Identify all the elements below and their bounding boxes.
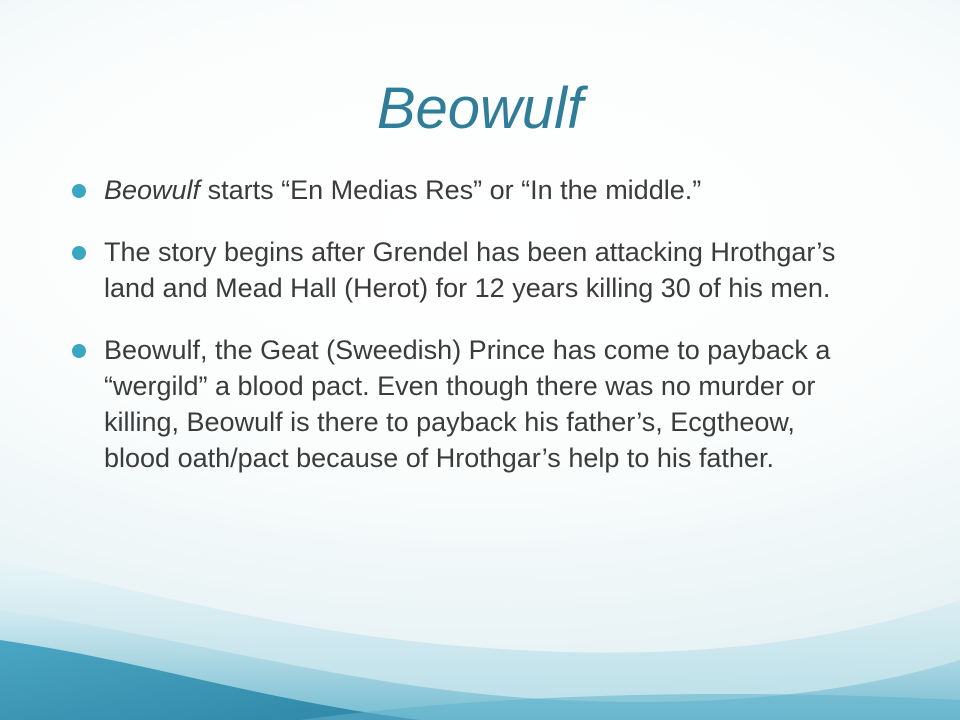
bullet-text: Beowulf, the Geat (Sweedish) Prince has come to payback a “wergild” a blood pact. Even though there was no murder or killing, Beowulf is there to payback his father’s, Ecgtheow, blood oath/pact because of Hrothgar’s help to his father. xyxy=(104,335,831,473)
bullet-text: starts “En Medias Res” or “In the middle.” xyxy=(200,175,702,205)
bullet-italic-lead: Beowulf xyxy=(104,175,201,205)
bullet-text: The story begins after Grendel has been attacking Hrothgar’s land and Mead Hall (Herot) for 12 years killing 30 of his men. xyxy=(104,237,836,303)
bullet-item-1 xyxy=(72,172,862,208)
bullet-dot-icon xyxy=(72,246,86,260)
bullet-dot-icon xyxy=(72,184,86,198)
bullet-list xyxy=(72,172,862,502)
slide-title: Beowulf xyxy=(376,76,584,141)
bullet-item-2 xyxy=(72,234,862,306)
bullet-dot-icon xyxy=(72,344,86,358)
bullet-item-3 xyxy=(72,332,862,476)
